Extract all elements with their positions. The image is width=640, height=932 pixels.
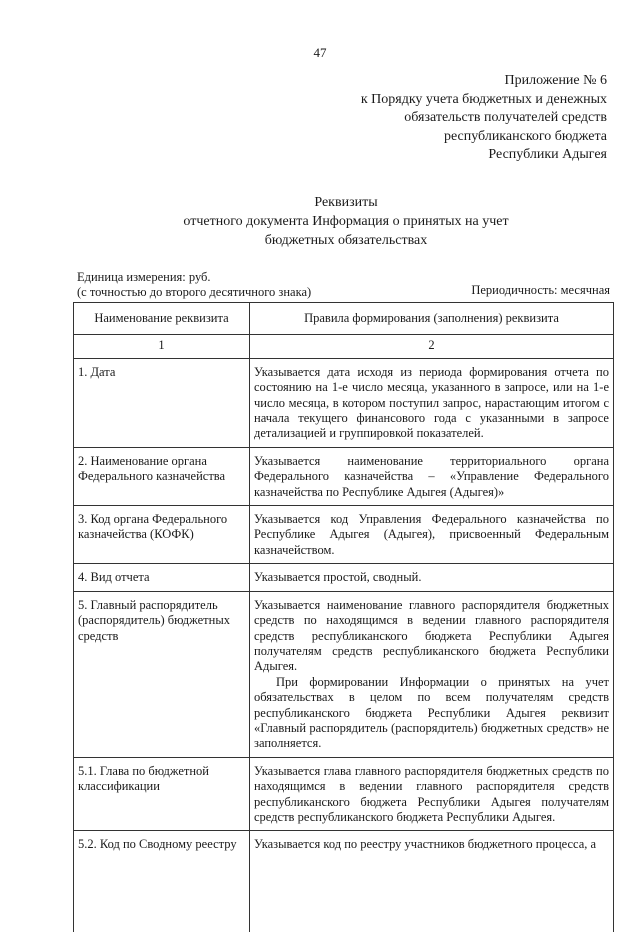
rule-paragraph: Указывается глава главного распорядителя бюджетных средств по находящимся в ведении главного распорядителя средств республиканского бюджета Республики Адыгея получателям средств республиканского бюджета Республики Адыгея. — [254, 763, 609, 824]
table-row — [74, 757, 614, 831]
requisite-name: 5.2. Код по Сводному реестру — [74, 831, 250, 932]
requisite-rule — [250, 358, 614, 447]
requisite-rule — [250, 564, 614, 591]
rule-paragraph: Указывается код по реестру участников бюджетного процесса, а — [254, 837, 597, 852]
units-line: Единица измерения: руб. — [77, 270, 211, 284]
document-title — [40, 193, 640, 250]
appendix-line: обязательств получателей средств — [404, 110, 607, 125]
requisite-name: 1. Дата — [74, 358, 250, 447]
requisite-rule — [250, 591, 614, 757]
column-number-row — [74, 335, 614, 358]
title-line: бюджетных обязательствах — [264, 233, 428, 248]
rule-paragraph: Указывается наименование территориального органа Федерального казначейства – «Управление Федерального казначейства по Республике Адыгея (Адыгея)» — [254, 453, 609, 499]
column-header: Правила формирования (заполнения) реквизита — [250, 303, 614, 335]
units-note — [77, 270, 311, 300]
table-row — [74, 831, 614, 932]
requisite-rule — [250, 757, 614, 831]
requisite-rule — [250, 831, 614, 932]
requisite-name: 2. Наименование органа Федерального казначейства — [74, 447, 250, 505]
table-header-row — [74, 303, 614, 335]
requisite-rule — [250, 506, 614, 564]
periodicity-note: Периодичность: месячная — [471, 283, 610, 297]
title-line: Реквизиты — [314, 195, 378, 210]
requisite-name: 5. Главный распорядитель (распорядитель) бюджетных средств — [74, 591, 250, 757]
requisite-rule — [250, 447, 614, 505]
column-number: 2 — [250, 335, 614, 358]
column-header: Наименование реквизита — [74, 303, 250, 335]
title-line: отчетного документа Информация о принятых на учет — [183, 214, 509, 229]
appendix-line: Приложение № 6 — [504, 73, 607, 88]
appendix-header — [361, 72, 607, 165]
table-row — [74, 447, 614, 505]
appendix-line: республиканского бюджета — [443, 128, 607, 144]
rule-paragraph: Указывается код Управления Федерального казначейства по Республике Адыгея (Адыгея), присвоенный Федеральным казначейством. — [254, 512, 609, 557]
table-row — [74, 506, 614, 564]
appendix-line: Республики Адыгея — [488, 147, 607, 162]
rule-paragraph: При формировании Информации о принятых на учет обязательствах в целом по всем получателям средств республиканского бюджета Республики Адыгея реквизит «Главный распорядитель (распорядитель) бюджетных средств» не заполняется. — [254, 674, 609, 751]
table-row — [74, 591, 614, 757]
requisite-name: 4. Вид отчета — [74, 564, 250, 591]
column-number: 1 — [74, 335, 250, 358]
table-row — [74, 358, 614, 447]
appendix-line: к Порядку учета бюджетных и денежных — [360, 91, 607, 107]
requisites-table — [73, 302, 614, 932]
table-row — [74, 564, 614, 591]
rule-paragraph: Указывается простой, сводный. — [254, 570, 422, 585]
requisite-name: 5.1. Глава по бюджетной классификации — [74, 757, 250, 831]
requisite-name: 3. Код органа Федерального казначейства (КОФК) — [74, 506, 250, 564]
page-number: 47 — [313, 45, 327, 60]
precision-line: (с точностью до второго десятичного знака) — [77, 285, 312, 299]
rule-paragraph: Указывается наименование главного распорядителя бюджетных средств по находящимся в ведении главного распорядителя средств республиканского бюджета Республики Адыгея получателям средств республиканского бюджета Республики Адыгея. — [254, 597, 609, 674]
rule-paragraph: Указывается дата исходя из периода формирования отчета по состоянию на 1-е число месяца, указанного в запросе, или на 1-е число месяца, в котором поступил запрос, нарастающим итогом с начала текущего финансового года с указанными в запросе детализацией и группировкой показателей. — [254, 364, 609, 441]
